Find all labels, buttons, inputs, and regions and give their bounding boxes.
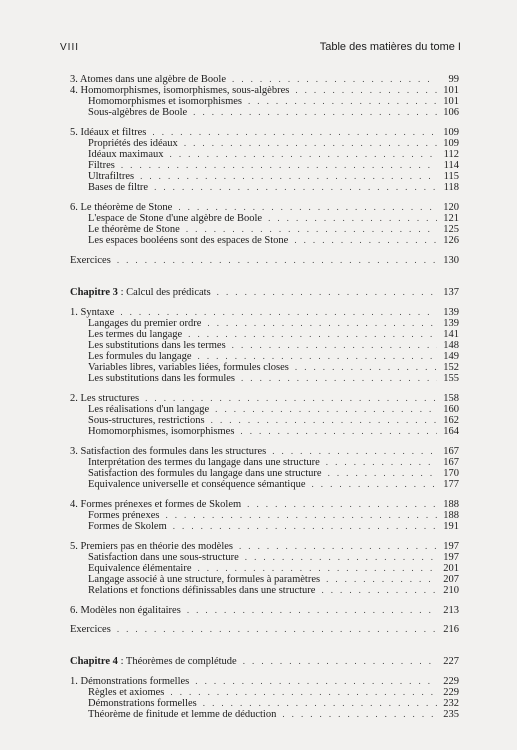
toc-entry-title: Règles et axiomes [88,687,165,698]
toc-page-number: 121 [443,213,459,224]
dot-leader [207,318,437,329]
dot-leader [184,138,437,149]
dot-leader [239,541,437,552]
toc-entry-title: Théorème de finitude et lemme de déduction [88,709,277,720]
toc-entry-title: Idéaux maximaux [88,149,164,160]
toc-page-number: 167 [443,446,459,457]
toc-entry-title: L'espace de Stone d'une algèbre de Boole [88,213,263,224]
toc-entry [70,541,459,552]
toc-page-number: 216 [443,624,459,635]
dot-leader [232,340,437,351]
toc-page-number: 160 [443,404,459,415]
dot-leader [295,362,437,373]
dot-leader [326,574,437,585]
dot-leader [203,698,437,709]
toc-page-number: 152 [443,362,459,373]
toc-entry [70,160,459,171]
dot-leader [326,457,437,468]
toc-page-number: 188 [443,510,459,521]
dot-leader [240,426,437,437]
toc-page-number: 164 [443,426,459,437]
toc-entry [70,182,459,193]
table-of-contents [70,74,459,720]
dot-leader [178,202,437,213]
toc-page-number: 126 [443,235,459,246]
toc-entry [70,329,459,340]
toc-entry [70,107,459,118]
toc-entry [70,479,459,490]
toc-entry-title: Interprétation des termes du langage dans une structure [88,457,320,468]
dot-leader [165,510,437,521]
toc-entry-title: Equivalence universelle et conséquence sémantique [88,479,306,490]
toc-chapter-entry [70,287,459,298]
dot-leader [121,160,437,171]
toc-entry-title: Le théorème de Stone [88,224,180,235]
dot-leader [321,585,437,596]
toc-entry [70,709,459,720]
toc-entry [70,138,459,149]
toc-page-number: 232 [443,698,459,709]
toc-entry [70,202,459,213]
toc-entry-title: 6. Modèles non égalitaires [70,605,181,616]
toc-page-number: 106 [443,107,459,118]
chapter-title: : Calcul des prédicats [117,287,211,298]
toc-entry-title: 3. Satisfaction des formules dans les structures [70,446,267,457]
toc-entry [70,585,459,596]
toc-page-number: 197 [443,541,459,552]
toc-page-number: 191 [443,521,459,532]
dot-leader [140,171,437,182]
toc-entry-title: 4. Homomorphismes, isomorphismes, sous-algèbres [70,85,290,96]
dot-leader [215,404,437,415]
toc-page-number: 149 [443,351,459,362]
toc-entry [70,404,459,415]
toc-entry-title [70,287,211,298]
dot-leader [188,329,437,340]
toc-entry [70,74,459,85]
running-title: Table des matières du tome I [319,41,461,53]
dot-leader [312,479,438,490]
toc-entry [70,624,459,635]
toc-entry [70,698,459,709]
toc-entry-title: Equivalence élémentaire [88,563,192,574]
dot-leader [193,107,437,118]
toc-entry-title: Relations et fonctions définissables dans une structure [88,585,316,596]
toc-page-number: 120 [443,202,459,213]
toc-entry-title: Satisfaction dans une sous-structure [88,552,239,563]
dot-leader [217,287,437,298]
toc-page-number: 188 [443,499,459,510]
toc-entry [70,563,459,574]
dot-leader [187,605,437,616]
toc-entry [70,373,459,384]
toc-entry [70,96,459,107]
toc-entry-title: 1. Syntaxe [70,307,115,318]
toc-entry [70,676,459,687]
toc-entry-title: Langage associé à une structure, formules à paramètres [88,574,321,585]
dot-leader [197,563,437,574]
dot-leader [268,213,437,224]
dot-leader [211,415,437,426]
toc-page-number: 197 [443,552,459,563]
toc-entry-title: Ultrafiltres [88,171,135,182]
toc-entry [70,457,459,468]
toc-entry-title: Les formules du langage [88,351,192,362]
dot-leader [198,351,437,362]
toc-entry [70,362,459,373]
dot-leader [170,687,437,698]
toc-entry-title: Les substitutions dans les formules [88,373,235,384]
toc-entry-title: 4. Formes prénexes et formes de Skolem [70,499,242,510]
toc-page-number: 229 [443,687,459,698]
toc-entry [70,213,459,224]
toc-entry [70,574,459,585]
toc-page-number: 201 [443,563,459,574]
toc-entry [70,235,459,246]
toc-entry-title: Homomorphismes et isomorphismes [88,96,242,107]
toc-entry [70,605,459,616]
toc-page-number: 139 [443,307,459,318]
toc-page-number: 210 [443,585,459,596]
toc-entry [70,415,459,426]
chapter-number: Chapitre 4 [70,656,118,667]
dot-leader [117,624,437,635]
toc-page-number: 137 [443,287,459,298]
toc-entry-title: Les réalisations d'un langage [88,404,210,415]
toc-page-number: 162 [443,415,459,426]
toc-entry-title [70,656,237,667]
dot-leader [145,393,437,404]
toc-entry [70,85,459,96]
toc-entry [70,318,459,329]
toc-entry [70,446,459,457]
dot-leader [152,127,437,138]
dot-leader [117,255,437,266]
dot-leader [282,709,437,720]
toc-entry [70,171,459,182]
toc-entry-title: Les substitutions dans les termes [88,340,226,351]
toc-entry-title: 2. Les structures [70,393,140,404]
toc-entry-title: 3. Atomes dans une algèbre de Boole [70,74,227,85]
toc-entry-title: Homomorphismes, isomorphismes [88,426,235,437]
toc-entry-title: 1. Démonstrations formelles [70,676,190,687]
dot-leader [245,552,437,563]
toc-page-number: 109 [443,127,459,138]
dot-leader [294,235,437,246]
toc-page-number: 207 [443,574,459,585]
dot-leader [295,85,437,96]
toc-entry-title: Formes prénexes [88,510,160,521]
dot-leader [248,96,437,107]
toc-entry-title: Démonstrations formelles [88,698,197,709]
toc-entry-title: 5. Premiers pas en théorie des modèles [70,541,233,552]
dot-leader [272,446,437,457]
dot-leader [247,499,437,510]
toc-page-number: 101 [443,96,459,107]
toc-page-number: 235 [443,709,459,720]
dot-leader [170,149,437,160]
dot-leader [195,676,437,687]
toc-entry-title: 5. Idéaux et filtres [70,127,147,138]
page-number: VIII [60,42,80,53]
dot-leader [186,224,437,235]
toc-entry [70,499,459,510]
toc-page-number: 227 [443,656,459,667]
toc-entry-title: Filtres [88,160,115,171]
toc-entry [70,468,459,479]
chapter-title: : Théorèmes de complétude [117,656,237,667]
toc-page-number: 109 [443,138,459,149]
toc-entry-title: Sous-structures, restrictions [88,415,205,426]
toc-entry [70,552,459,563]
toc-page-number: 229 [443,676,459,687]
toc-entry-title: Les espaces booléens sont des espaces de Stone [88,235,289,246]
toc-entry-title: Propriétés des idéaux [88,138,178,149]
dot-leader [243,656,437,667]
dot-leader [173,521,437,532]
toc-entry [70,687,459,698]
toc-entry-title: Formes de Skolem [88,521,167,532]
toc-entry [70,224,459,235]
toc-page-number: 167 [443,457,459,468]
toc-entry [70,393,459,404]
toc-entry [70,127,459,138]
toc-page-number: 130 [443,255,459,266]
toc-page-number: 112 [443,149,459,160]
toc-page-number: 148 [443,340,459,351]
toc-entry-title: 6. Le théorème de Stone [70,202,173,213]
dot-leader [232,74,437,85]
toc-chapter-entry [70,656,459,667]
toc-entry-title: Exercices [70,624,111,635]
toc-page-number: 170 [443,468,459,479]
toc-page-number: 99 [448,74,459,85]
toc-page-number: 114 [443,160,459,171]
toc-page-number: 115 [443,171,459,182]
toc-page-number: 101 [443,85,459,96]
toc-page-number: 118 [443,182,459,193]
chapter-number: Chapitre 3 [70,287,118,298]
dot-leader [120,307,437,318]
toc-entry [70,521,459,532]
toc-entry [70,307,459,318]
toc-page-number: 125 [443,224,459,235]
toc-entry [70,340,459,351]
toc-entry [70,510,459,521]
dot-leader [328,468,437,479]
toc-entry [70,426,459,437]
toc-entry-title: Variables libres, variables liées, formules closes [88,362,289,373]
toc-entry [70,149,459,160]
toc-page-number: 155 [443,373,459,384]
toc-page-number: 141 [443,329,459,340]
toc-entry [70,351,459,362]
toc-entry [70,255,459,266]
toc-page-number: 139 [443,318,459,329]
toc-entry-title: Bases de filtre [88,182,149,193]
toc-entry-title: Exercices [70,255,111,266]
toc-entry-title: Sous-algèbres de Boole [88,107,188,118]
toc-page-number: 158 [443,393,459,404]
toc-page-number: 177 [443,479,459,490]
toc-entry-title: Les termes du langage [88,329,183,340]
dot-leader [154,182,437,193]
dot-leader [241,373,437,384]
toc-entry-title: Satisfaction des formules du langage dans une structure [88,468,322,479]
toc-entry-title: Langages du premier ordre [88,318,202,329]
toc-page-number: 213 [443,605,459,616]
